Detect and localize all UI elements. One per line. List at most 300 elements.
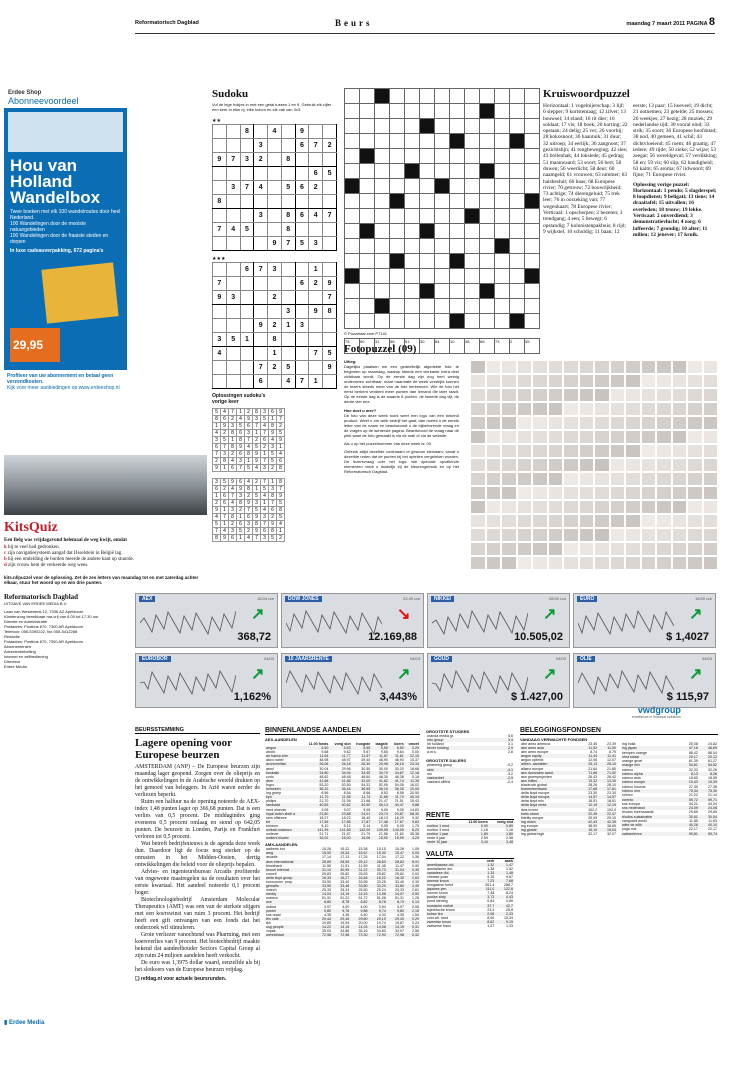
grid-cell[interactable]: 1 [268, 347, 282, 361]
grid-cell[interactable] [309, 125, 323, 139]
grid-cell[interactable] [213, 237, 227, 251]
crossword-cell[interactable] [360, 194, 375, 209]
grid-cell[interactable]: 4 [254, 181, 268, 195]
grid-cell[interactable]: 8 [281, 223, 295, 237]
grid-cell[interactable] [309, 195, 323, 209]
crossword-cell[interactable] [345, 104, 360, 119]
crossword-cell[interactable] [510, 179, 525, 194]
grid-cell[interactable] [268, 195, 282, 209]
grid-cell[interactable] [254, 291, 268, 305]
grid-cell[interactable] [309, 223, 323, 237]
grid-cell[interactable]: 7 [254, 361, 268, 375]
grid-cell[interactable] [295, 361, 309, 375]
crossword-cell[interactable] [525, 119, 540, 134]
grid-cell[interactable] [309, 333, 323, 347]
grid-cell[interactable] [254, 347, 268, 361]
crossword-cell[interactable] [480, 224, 495, 239]
crossword-cell[interactable] [420, 149, 435, 164]
grid-cell[interactable] [213, 125, 227, 139]
crossword-cell[interactable] [525, 104, 540, 119]
crossword-cell[interactable] [420, 89, 435, 104]
grid-cell[interactable]: 8 [281, 153, 295, 167]
grid-cell[interactable] [213, 209, 227, 223]
crossword-cell[interactable] [480, 194, 495, 209]
grid-cell[interactable] [281, 263, 295, 277]
crossword-cell[interactable] [375, 239, 390, 254]
crossword-cell[interactable] [360, 164, 375, 179]
crossword-cell[interactable] [390, 89, 405, 104]
crossword-cell[interactable] [465, 254, 480, 269]
crossword-cell[interactable] [420, 239, 435, 254]
solution-cell[interactable]: 10 [450, 339, 465, 354]
grid-cell[interactable]: 1 [309, 375, 323, 389]
crossword-cell[interactable] [405, 254, 420, 269]
grid-cell[interactable] [254, 277, 268, 291]
grid-cell[interactable]: 6 [295, 277, 309, 291]
grid-cell[interactable]: 4 [268, 125, 282, 139]
erdee-shop-ad[interactable] [4, 88, 127, 396]
grid-cell[interactable]: 2 [309, 181, 323, 195]
grid-cell[interactable] [240, 167, 254, 181]
crossword-cell[interactable] [360, 269, 375, 284]
grid-cell[interactable]: 7 [281, 237, 295, 251]
grid-cell[interactable] [213, 305, 227, 319]
crossword-cell[interactable] [390, 209, 405, 224]
crossword-cell[interactable] [510, 89, 525, 104]
grid-cell[interactable]: 3 [309, 237, 323, 251]
crossword-cell[interactable] [495, 149, 510, 164]
grid-cell[interactable] [226, 375, 240, 389]
grid-cell[interactable] [281, 291, 295, 305]
crossword-cell[interactable] [420, 179, 435, 194]
crossword-cell[interactable] [435, 89, 450, 104]
grid-cell[interactable]: 9 [268, 237, 282, 251]
crossword-cell[interactable] [510, 284, 525, 299]
crossword-cell[interactable] [495, 314, 510, 329]
solution-cell[interactable]: 50 [360, 339, 375, 354]
crossword-cell[interactable] [480, 269, 495, 284]
crossword-cell[interactable] [390, 119, 405, 134]
grid-cell[interactable] [268, 139, 282, 153]
crossword-cell[interactable] [420, 164, 435, 179]
crossword-cell[interactable] [390, 104, 405, 119]
grid-cell[interactable] [254, 305, 268, 319]
grid-cell[interactable] [226, 319, 240, 333]
index-box[interactable] [427, 593, 570, 648]
crossword-cell[interactable] [495, 269, 510, 284]
grid-cell[interactable] [323, 333, 337, 347]
grid-cell[interactable] [309, 361, 323, 375]
solution-cell[interactable]: 35 [525, 339, 540, 354]
crossword-cell[interactable] [495, 119, 510, 134]
grid-cell[interactable]: 6 [240, 263, 254, 277]
crossword-cell[interactable] [405, 314, 420, 329]
grid-cell[interactable] [213, 167, 227, 181]
crossword-cell[interactable] [375, 254, 390, 269]
crossword-cell[interactable] [405, 194, 420, 209]
crossword-cell[interactable] [390, 284, 405, 299]
grid-cell[interactable] [226, 305, 240, 319]
crossword-cell[interactable] [450, 194, 465, 209]
crossword-cell[interactable] [375, 194, 390, 209]
crossword-cell[interactable] [450, 119, 465, 134]
crossword-cell[interactable] [405, 224, 420, 239]
crossword-cell[interactable] [450, 179, 465, 194]
grid-cell[interactable] [226, 167, 240, 181]
crossword-cell[interactable] [375, 149, 390, 164]
index-box[interactable] [573, 653, 716, 708]
grid-cell[interactable] [268, 153, 282, 167]
grid-cell[interactable] [226, 195, 240, 209]
grid-cell[interactable]: 9 [254, 319, 268, 333]
grid-cell[interactable] [213, 139, 227, 153]
grid-cell[interactable] [323, 263, 337, 277]
grid-cell[interactable]: 9 [323, 361, 337, 375]
crossword-cell[interactable] [405, 284, 420, 299]
crossword-cell[interactable] [345, 314, 360, 329]
crossword-cell[interactable] [420, 254, 435, 269]
grid-cell[interactable] [213, 361, 227, 375]
crossword-cell[interactable] [405, 134, 420, 149]
crossword-cell[interactable] [450, 149, 465, 164]
crossword-cell[interactable] [375, 179, 390, 194]
crossword-cell[interactable] [405, 149, 420, 164]
grid-cell[interactable]: 1 [240, 333, 254, 347]
grid-cell[interactable] [295, 347, 309, 361]
grid-cell[interactable] [240, 347, 254, 361]
grid-cell[interactable] [213, 375, 227, 389]
grid-cell[interactable]: 8 [323, 305, 337, 319]
crossword-cell[interactable] [465, 239, 480, 254]
crossword-cell[interactable] [480, 149, 495, 164]
crossword-cell[interactable] [480, 119, 495, 134]
crossword-cell[interactable] [435, 119, 450, 134]
solution-cell[interactable]: 30 [420, 339, 435, 354]
grid-cell[interactable] [213, 263, 227, 277]
crossword-cell[interactable] [510, 194, 525, 209]
grid-cell[interactable]: 8 [213, 195, 227, 209]
grid-cell[interactable]: 2 [309, 277, 323, 291]
crossword-cell[interactable] [465, 194, 480, 209]
grid-cell[interactable]: 4 [226, 223, 240, 237]
crossword-cell[interactable] [450, 224, 465, 239]
crossword-cell[interactable] [390, 179, 405, 194]
grid-cell[interactable] [309, 291, 323, 305]
grid-cell[interactable]: 9 [295, 125, 309, 139]
grid-cell[interactable]: 3 [254, 139, 268, 153]
grid-cell[interactable] [240, 195, 254, 209]
crossword-cell[interactable] [420, 194, 435, 209]
crossword-cell[interactable] [375, 104, 390, 119]
grid-cell[interactable] [295, 305, 309, 319]
crossword-cell[interactable] [435, 194, 450, 209]
grid-cell[interactable] [268, 181, 282, 195]
grid-cell[interactable] [268, 305, 282, 319]
crossword-cell[interactable] [345, 134, 360, 149]
solution-cell[interactable]: 51 [405, 339, 420, 354]
grid-cell[interactable] [323, 237, 337, 251]
solution-cell[interactable]: 73 [495, 339, 510, 354]
crossword-cell[interactable] [420, 299, 435, 314]
crossword-cell[interactable] [465, 284, 480, 299]
grid-cell[interactable] [240, 277, 254, 291]
crossword-cell[interactable] [525, 164, 540, 179]
crossword-grid[interactable] [344, 88, 540, 329]
grid-cell[interactable] [254, 333, 268, 347]
grid-cell[interactable]: 4 [309, 209, 323, 223]
grid-cell[interactable]: 2 [268, 361, 282, 375]
grid-cell[interactable] [295, 291, 309, 305]
grid-cell[interactable] [281, 139, 295, 153]
crossword-cell[interactable] [450, 89, 465, 104]
crossword-cell[interactable] [480, 239, 495, 254]
crossword-cell[interactable] [435, 209, 450, 224]
crossword-cell[interactable] [435, 134, 450, 149]
crossword-cell[interactable] [495, 284, 510, 299]
crossword-cell[interactable] [405, 209, 420, 224]
crossword-cell[interactable] [345, 239, 360, 254]
grid-cell[interactable] [240, 291, 254, 305]
crossword-cell[interactable] [525, 134, 540, 149]
crossword-cell[interactable] [510, 164, 525, 179]
crossword-cell[interactable] [525, 209, 540, 224]
crossword-cell[interactable] [390, 149, 405, 164]
grid-cell[interactable] [226, 277, 240, 291]
crossword-cell[interactable] [405, 89, 420, 104]
grid-cell[interactable] [309, 153, 323, 167]
crossword-cell[interactable] [510, 254, 525, 269]
crossword-cell[interactable] [360, 89, 375, 104]
grid-cell[interactable] [281, 333, 295, 347]
crossword-cell[interactable] [465, 269, 480, 284]
solution-cell[interactable]: 75 [345, 339, 360, 354]
crossword-cell[interactable] [525, 149, 540, 164]
crossword-cell[interactable] [525, 179, 540, 194]
grid-cell[interactable] [295, 195, 309, 209]
grid-cell[interactable] [309, 319, 323, 333]
crossword-cell[interactable] [495, 299, 510, 314]
crossword-cell[interactable] [525, 89, 540, 104]
grid-cell[interactable]: 3 [254, 209, 268, 223]
grid-cell[interactable] [254, 167, 268, 181]
crossword-cell[interactable] [435, 104, 450, 119]
crossword-cell[interactable] [480, 254, 495, 269]
grid-cell[interactable]: 5 [281, 361, 295, 375]
crossword-cell[interactable] [465, 134, 480, 149]
crossword-cell[interactable] [375, 209, 390, 224]
crossword-cell[interactable] [465, 119, 480, 134]
crossword-cell[interactable] [435, 269, 450, 284]
grid-cell[interactable] [226, 139, 240, 153]
grid-cell[interactable] [268, 223, 282, 237]
grid-cell[interactable] [240, 139, 254, 153]
crossword-cell[interactable] [420, 314, 435, 329]
crossword-cell[interactable] [405, 179, 420, 194]
crossword-cell[interactable] [390, 314, 405, 329]
grid-cell[interactable] [226, 347, 240, 361]
grid-cell[interactable]: 4 [281, 375, 295, 389]
crossword-cell[interactable] [465, 224, 480, 239]
crossword-cell[interactable] [450, 299, 465, 314]
grid-cell[interactable] [226, 263, 240, 277]
grid-cell[interactable] [281, 347, 295, 361]
crossword-cell[interactable] [375, 284, 390, 299]
sudoku-grid-1[interactable] [212, 124, 337, 251]
crossword-cell[interactable] [420, 269, 435, 284]
crossword-cell[interactable] [510, 269, 525, 284]
crossword-cell[interactable] [390, 164, 405, 179]
index-box[interactable] [135, 653, 278, 708]
grid-cell[interactable]: 7 [226, 153, 240, 167]
grid-cell[interactable]: 7 [309, 347, 323, 361]
crossword-cell[interactable] [465, 179, 480, 194]
crossword-cell[interactable] [345, 89, 360, 104]
grid-cell[interactable]: 3 [281, 305, 295, 319]
grid-cell[interactable]: 3 [226, 181, 240, 195]
grid-cell[interactable] [295, 333, 309, 347]
crossword-cell[interactable] [480, 299, 495, 314]
grid-cell[interactable] [281, 195, 295, 209]
crossword-cell[interactable] [525, 284, 540, 299]
crossword-cell[interactable] [345, 254, 360, 269]
grid-cell[interactable]: 3 [240, 153, 254, 167]
grid-cell[interactable]: 2 [268, 291, 282, 305]
grid-cell[interactable] [240, 319, 254, 333]
crossword-cell[interactable] [510, 299, 525, 314]
grid-cell[interactable] [226, 125, 240, 139]
crossword-cell[interactable] [465, 104, 480, 119]
crossword-cell[interactable] [405, 104, 420, 119]
grid-cell[interactable]: 8 [268, 333, 282, 347]
grid-cell[interactable]: 5 [295, 237, 309, 251]
crossword-cell[interactable] [450, 284, 465, 299]
crossword-cell[interactable] [450, 239, 465, 254]
grid-cell[interactable] [323, 181, 337, 195]
grid-cell[interactable] [323, 319, 337, 333]
solution-cell[interactable]: 68 [480, 339, 495, 354]
crossword-cell[interactable] [495, 104, 510, 119]
crossword-cell[interactable] [525, 239, 540, 254]
grid-cell[interactable] [240, 305, 254, 319]
grid-cell[interactable] [295, 223, 309, 237]
grid-cell[interactable] [240, 375, 254, 389]
grid-cell[interactable] [323, 153, 337, 167]
grid-cell[interactable] [323, 195, 337, 209]
crossword-cell[interactable] [405, 119, 420, 134]
crossword-cell[interactable] [435, 239, 450, 254]
crossword-cell[interactable] [360, 254, 375, 269]
grid-cell[interactable] [268, 167, 282, 181]
crossword-cell[interactable] [465, 314, 480, 329]
grid-cell[interactable] [295, 263, 309, 277]
grid-cell[interactable] [240, 209, 254, 223]
crossword-cell[interactable] [345, 119, 360, 134]
grid-cell[interactable]: 9 [213, 291, 227, 305]
index-box[interactable] [573, 593, 716, 648]
crossword-cell[interactable] [495, 89, 510, 104]
crossword-cell[interactable] [450, 164, 465, 179]
grid-cell[interactable] [254, 125, 268, 139]
crossword-cell[interactable] [375, 164, 390, 179]
crossword-cell[interactable] [510, 224, 525, 239]
grid-cell[interactable]: 3 [213, 333, 227, 347]
crossword-cell[interactable] [510, 239, 525, 254]
crossword-cell[interactable] [495, 224, 510, 239]
grid-cell[interactable] [254, 195, 268, 209]
crossword-cell[interactable] [375, 314, 390, 329]
crossword-cell[interactable] [525, 224, 540, 239]
grid-cell[interactable]: 7 [323, 291, 337, 305]
crossword-cell[interactable] [480, 134, 495, 149]
crossword-cell[interactable] [465, 149, 480, 164]
grid-cell[interactable]: 2 [323, 139, 337, 153]
crossword-cell[interactable] [435, 254, 450, 269]
crossword-cell[interactable] [420, 134, 435, 149]
crossword-cell[interactable] [390, 239, 405, 254]
crossword-cell[interactable] [420, 104, 435, 119]
grid-cell[interactable] [295, 167, 309, 181]
grid-cell[interactable] [226, 209, 240, 223]
crossword-cell[interactable] [450, 269, 465, 284]
grid-cell[interactable]: 7 [309, 139, 323, 153]
crossword-cell[interactable] [480, 314, 495, 329]
grid-cell[interactable]: 6 [309, 167, 323, 181]
crossword-cell[interactable] [495, 194, 510, 209]
crossword-cell[interactable] [405, 299, 420, 314]
grid-cell[interactable]: 3 [268, 263, 282, 277]
grid-cell[interactable] [240, 237, 254, 251]
crossword-cell[interactable] [345, 284, 360, 299]
crossword-cell[interactable] [360, 239, 375, 254]
crossword-cell[interactable] [435, 314, 450, 329]
crossword-cell[interactable] [510, 119, 525, 134]
index-box[interactable] [427, 653, 570, 708]
grid-cell[interactable]: 2 [268, 319, 282, 333]
grid-cell[interactable] [254, 223, 268, 237]
grid-cell[interactable]: 7 [323, 209, 337, 223]
crossword-cell[interactable] [450, 209, 465, 224]
grid-cell[interactable] [254, 237, 268, 251]
grid-cell[interactable]: 7 [295, 375, 309, 389]
crossword-cell[interactable] [360, 104, 375, 119]
grid-cell[interactable] [323, 375, 337, 389]
grid-cell[interactable]: 5 [323, 167, 337, 181]
crossword-cell[interactable] [495, 134, 510, 149]
crossword-cell[interactable] [375, 269, 390, 284]
crossword-cell[interactable] [450, 104, 465, 119]
crossword-cell[interactable] [345, 299, 360, 314]
crossword-cell[interactable] [510, 104, 525, 119]
crossword-cell[interactable] [480, 209, 495, 224]
index-box[interactable] [281, 653, 424, 708]
crossword-cell[interactable] [375, 119, 390, 134]
crossword-cell[interactable] [495, 179, 510, 194]
crossword-cell[interactable] [405, 269, 420, 284]
grid-cell[interactable] [268, 209, 282, 223]
grid-cell[interactable]: 2 [254, 153, 268, 167]
grid-cell[interactable] [226, 237, 240, 251]
grid-cell[interactable] [226, 361, 240, 375]
crossword-cell[interactable] [480, 179, 495, 194]
grid-cell[interactable]: 7 [213, 223, 227, 237]
crossword-cell[interactable] [465, 299, 480, 314]
article-link[interactable]: ❑ refdag.nl voor actuele beursrunden. [135, 976, 227, 982]
crossword-cell[interactable] [525, 314, 540, 329]
grid-cell[interactable] [323, 125, 337, 139]
grid-cell[interactable]: 9 [309, 305, 323, 319]
crossword-cell[interactable] [435, 164, 450, 179]
crossword-cell[interactable] [480, 89, 495, 104]
